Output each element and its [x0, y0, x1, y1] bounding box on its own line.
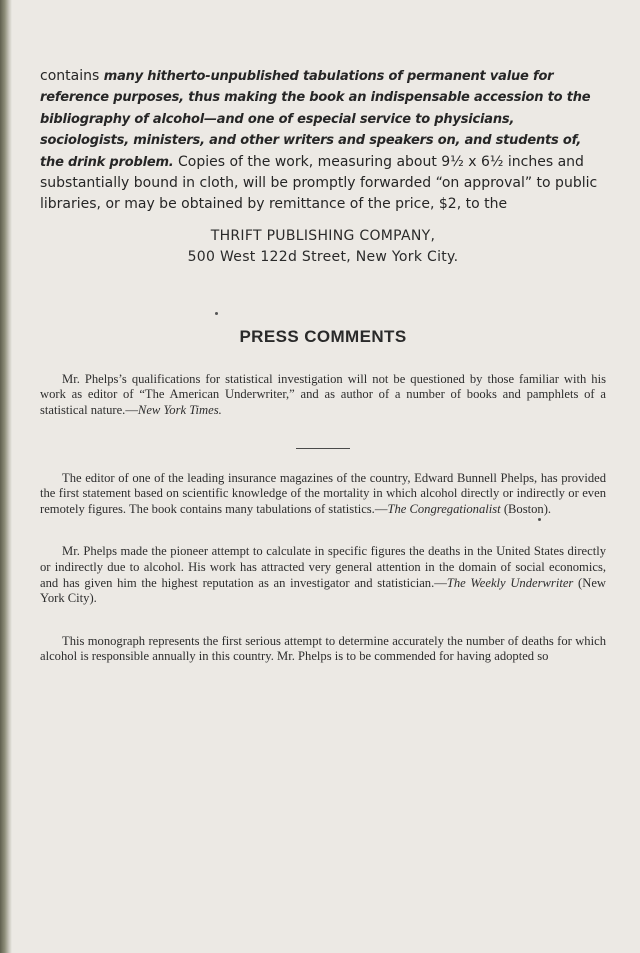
publisher-block [40, 226, 606, 268]
comment-text: Mr. Phelps made the pioneer attempt to calculate in specific figures the deaths in the United States directly or indirectly due to alcohol. His work has attracted very general attention in the domain of social economics, and has given him the highest reputation as an investigator and statistician.— [40, 544, 606, 590]
comment-source-location: (Boston). [500, 501, 552, 516]
publisher-name: THRIFT PUBLISHING COMPANY, [210, 227, 436, 244]
press-comment [40, 372, 606, 419]
book-spine-edge [0, 0, 12, 953]
comment-source: The Weekly Underwriter [446, 575, 574, 590]
comment-text: The editor of one of the leading insurance magazines of the country, Edward Bunnell Phelps, has provided the first statement based on scientific knowledge of the mortality in which alcohol directly or indirectly or even remotely figures. The book contains many tabulations of statistics.— [40, 470, 606, 516]
press-comment [40, 634, 606, 665]
page-content [40, 66, 606, 665]
comment-text: Mr. Phelps’s qualifications for statistical investigation will not be questioned by those familiar with his work as editor of “The American Underwriter,” and as author of a number of books and pamphlets of a statistical nature.— [40, 371, 606, 418]
comment-text: This monograph represents the first serious attempt to determine accurately the number of deaths for which alcohol is responsible annually in this country. Mr. Phelps is to be commended for having adopted so [40, 633, 606, 664]
publisher-address: 500 West 122d Street, New York City. [187, 248, 459, 265]
press-comment [40, 471, 606, 518]
comment-source-location: (New York City). [40, 575, 606, 606]
press-comment [40, 544, 606, 606]
section-divider [296, 448, 350, 449]
intro-italic-text: many hitherto-unpublished tabulations of permanent value for reference purposes, thus making the book an indispensable accession to the bibliography of alcohol—and one of especial service to physicians, sociologists, ministers, and other writers and speakers on, and students of, the drink problem. [40, 69, 591, 170]
comment-source: New York Times. [137, 403, 222, 418]
press-comments-heading: PRESS COMMENTS [239, 326, 407, 346]
intro-text-end: Copies of the work, measuring about 9½ x 6½ inches and substantially bound in cloth, will be promptly forwarded “on approval” to public libraries, or may be obtained by remittance of the price, $2, to the [40, 153, 598, 213]
comment-source: The Congregationalist [387, 501, 501, 516]
intro-paragraph [40, 66, 606, 216]
intro-text-start: contains [40, 68, 104, 84]
